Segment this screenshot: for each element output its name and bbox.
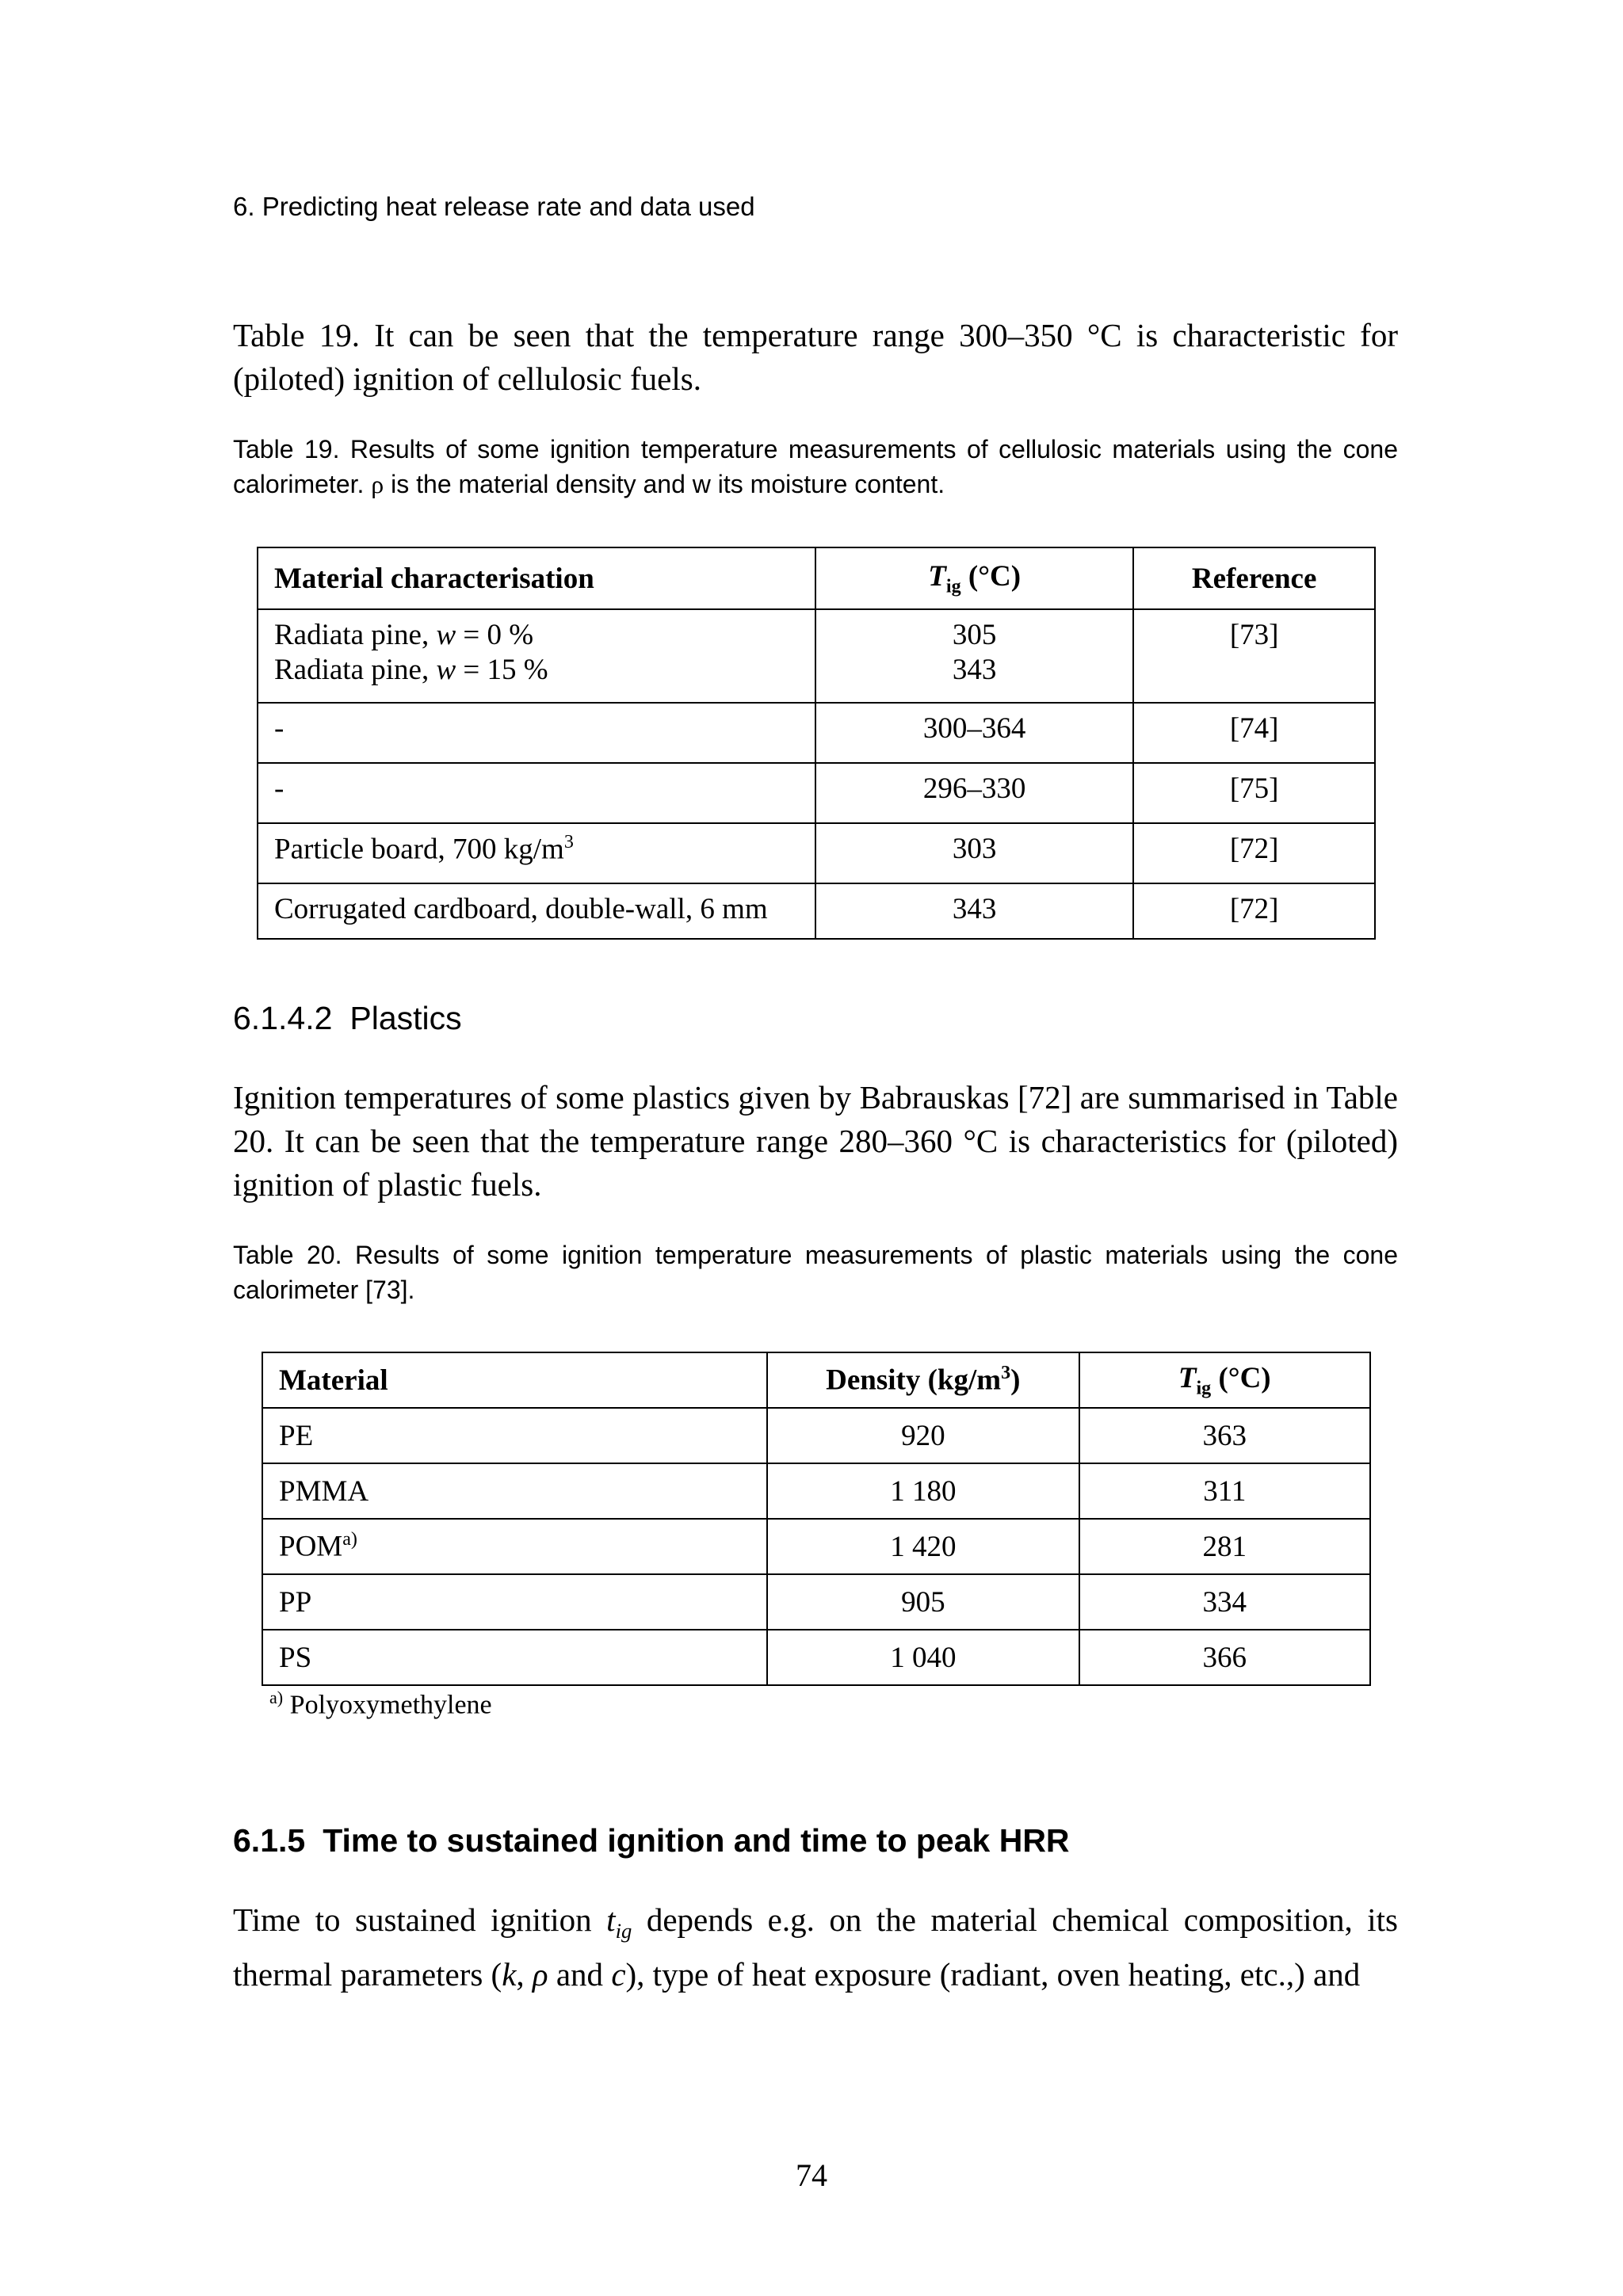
reference-cell: [72] (1133, 823, 1375, 883)
superscript: 3 (563, 832, 574, 852)
tig-cell: 343 (815, 883, 1133, 939)
table-row (262, 1574, 1370, 1630)
tig-cell: 334 (1079, 1574, 1370, 1630)
density-cell: 1 040 (767, 1630, 1079, 1685)
footnote-text: Polyoxymethylene (283, 1690, 492, 1720)
tig-subscript: ig (1196, 1378, 1212, 1399)
material-text: = 15 % (456, 654, 548, 686)
specific-heat-symbol: c (611, 1956, 626, 1993)
rho-symbol: ρ (371, 470, 384, 498)
material-text: Particle board, 700 kg/m (274, 833, 564, 866)
table-row (262, 1630, 1370, 1685)
header-tig (815, 547, 1133, 609)
tig-cell (815, 609, 1133, 703)
footnote-marker: a) (269, 1688, 284, 1707)
material-text: Radiata pine, (274, 654, 437, 686)
table19 (257, 547, 1376, 940)
moisture-symbol: w (436, 654, 456, 686)
section-number: 6.1.5 (233, 1822, 306, 1859)
header-tig (1079, 1352, 1370, 1408)
table-row (262, 1408, 1370, 1463)
material-cell: PE (262, 1408, 767, 1463)
page-number: 74 (796, 2157, 827, 2193)
tig-symbol: T (928, 559, 946, 593)
material-text: = 0 % (456, 619, 534, 651)
table19-caption (233, 432, 1398, 502)
tig-cell: 300–364 (815, 703, 1133, 763)
final-paragraph (233, 1898, 1398, 1997)
caption-text: Table 19. Results of some ignition temperature measurements of cellulosic materials using the cone calorimeter. (233, 435, 1398, 498)
table-row (262, 1519, 1370, 1574)
time-subscript: ig (615, 1919, 632, 1943)
tig-cell: 303 (815, 823, 1133, 883)
table-header-row (258, 547, 1375, 609)
material-cell: - (258, 703, 815, 763)
section-heading-6142 (233, 1000, 462, 1037)
paragraph-text: Time to sustained ignition (233, 1901, 607, 1938)
tig-cell: 366 (1079, 1630, 1370, 1685)
reference-cell: [75] (1133, 763, 1375, 823)
tig-cell: 311 (1079, 1463, 1370, 1519)
reference-cell: [73] (1133, 609, 1375, 703)
reference-cell: [74] (1133, 703, 1375, 763)
material-cell (262, 1519, 767, 1574)
tig-unit: (°C) (960, 559, 1022, 593)
density-symbol: ρ (532, 1956, 548, 1993)
header-density (767, 1352, 1079, 1408)
tig-symbol: T (1178, 1361, 1197, 1394)
section-title: Plastics (349, 1000, 462, 1036)
material-cell (258, 609, 815, 703)
paragraph-text: ), type of heat exposure (radiant, oven heating, etc.,) and (625, 1956, 1361, 1993)
paragraph-text: depends e.g. on the material chemical composition, its thermal parameters ( (233, 1901, 1398, 1993)
section-number: 6.1.4.2 (233, 1000, 333, 1036)
reference-cell: [72] (1133, 883, 1375, 939)
material-cell (258, 823, 815, 883)
intro-paragraph: Table 19. It can be seen that the temperature range 300–350 °C is characteristic for (piloted) ignition of cellulosic fuels. (233, 317, 1398, 397)
table-row (258, 609, 1375, 703)
table-row (258, 823, 1375, 883)
tig-value: 305 (952, 619, 997, 651)
running-header: 6. Predicting heat release rate and data used (233, 192, 755, 221)
superscript: 3 (1001, 1363, 1011, 1384)
table20-footnote (269, 1688, 492, 1720)
table-row (258, 883, 1375, 939)
moisture-symbol: w (436, 619, 456, 651)
density-cell: 1 420 (767, 1519, 1079, 1574)
material-cell: PP (262, 1574, 767, 1630)
material-text: POM (279, 1530, 343, 1563)
material-line (274, 653, 815, 688)
tig-value: 343 (952, 654, 997, 686)
material-line (274, 618, 815, 653)
paragraph-text: , (516, 1956, 533, 1993)
material-cell: - (258, 763, 815, 823)
density-label: Density (kg/m (826, 1363, 1002, 1397)
table20 (262, 1352, 1371, 1686)
tig-subscript: ig (945, 576, 961, 597)
section-title: Time to sustained ignition and time to peak HRR (323, 1822, 1070, 1859)
density-cell: 920 (767, 1408, 1079, 1463)
conductivity-symbol: k (502, 1956, 517, 1993)
table-row (262, 1463, 1370, 1519)
material-text: Radiata pine, (274, 619, 437, 651)
caption-text: is the material density and w its moisture content. (384, 470, 945, 498)
table-header-row (262, 1352, 1370, 1408)
density-cell: 1 180 (767, 1463, 1079, 1519)
section-heading-615 (233, 1822, 1070, 1859)
tig-cell: 363 (1079, 1408, 1370, 1463)
paragraph-text: and (548, 1956, 612, 1993)
table-row (258, 703, 1375, 763)
table-row (258, 763, 1375, 823)
tig-unit: (°C) (1211, 1361, 1271, 1394)
header-material: Material (262, 1352, 767, 1408)
table20-caption: Table 20. Results of some ignition temperature measurements of plastic materials using the cone calorimeter [73]. (233, 1241, 1398, 1304)
header-material-characterisation: Material characterisation (258, 547, 815, 609)
material-cell: Corrugated cardboard, double-wall, 6 mm (258, 883, 815, 939)
tig-cell: 281 (1079, 1519, 1370, 1574)
material-cell: PS (262, 1630, 767, 1685)
header-reference: Reference (1133, 547, 1375, 609)
density-cell: 905 (767, 1574, 1079, 1630)
material-cell: PMMA (262, 1463, 767, 1519)
density-label: ) (1010, 1363, 1021, 1397)
plastics-paragraph: Ignition temperatures of some plastics given by Babrauskas [72] are summarised in Table 20. It can be seen that the temperature range 280–360 °C is characteristics for (piloted) ignition of plastic fuels. (233, 1079, 1398, 1203)
footnote-marker: a) (342, 1529, 357, 1550)
tig-cell: 296–330 (815, 763, 1133, 823)
time-symbol: t (606, 1901, 616, 1938)
